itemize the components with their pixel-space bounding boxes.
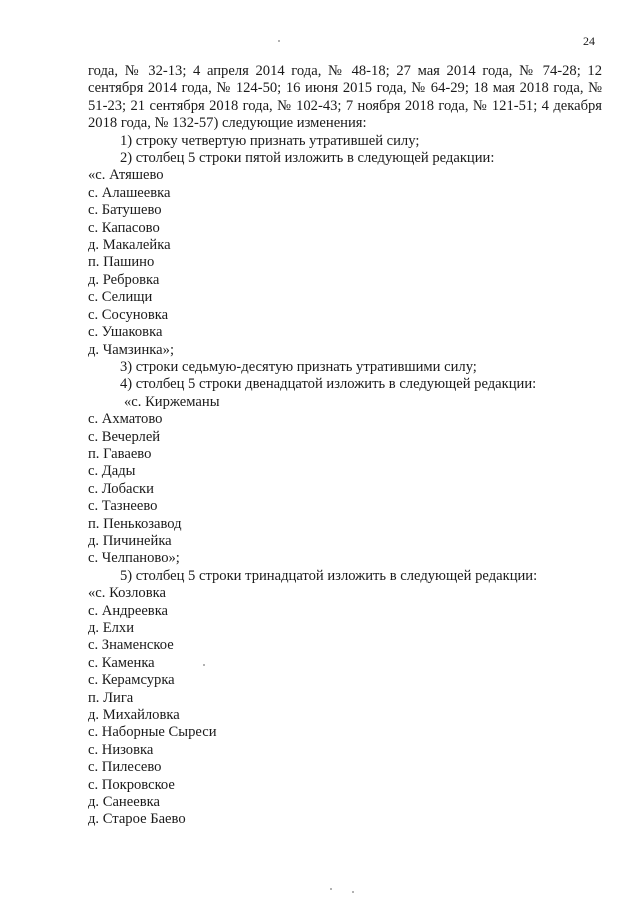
settlement-entry: д. Михайловка [88, 707, 180, 724]
settlement-entry: д. Санеевка [88, 794, 160, 811]
intro-paragraph: года, № 32-13; 4 апреля 2014 года, № 48-18; 27 мая 2014 года, № 74-28; 12 сентября 2014 года, № 124-50; 16 июня 2015 года, № 64-29; 18 мая 2018 года, № 51-23; 21 сентября 2018 года, № 102-43; 7 ноября 2018 года, № 121-51; 4 декабря 2018 года, № 132-57) следующие изменения: [88, 63, 602, 132]
settlement-entry: с. Керамсурка [88, 672, 175, 689]
settlement-entry: с. Дады [88, 463, 136, 480]
settlement-entry: «с. Киржеманы [124, 393, 220, 410]
settlement-entry: с. Сосуновка [88, 306, 169, 323]
amendment-item: 2) столбец 5 строки пятой изложить в следующей редакции: [120, 150, 495, 167]
settlement-entry: д. Пичинейка [88, 532, 172, 549]
settlement-entry: с. Андреевка [88, 602, 169, 619]
settlement-entry: с. Пилесево [88, 759, 162, 776]
settlement-entry: с. Знаменское [88, 637, 174, 654]
settlement-entry: д. Чамзинка»; [88, 341, 175, 358]
settlement-entry: п. Гаваево [88, 445, 152, 462]
amendment-list [88, 133, 602, 829]
scan-speck [352, 891, 354, 893]
settlement-entry: с. Лобаски [88, 480, 154, 497]
settlement-entry: с. Ахматово [88, 411, 163, 428]
amendment-item: 1) строку четвертую признать утратившей силу; [120, 132, 420, 149]
settlement-entry: «с. Козловка [88, 585, 166, 602]
settlement-entry: п. Лига [88, 689, 134, 706]
settlement-entry: с. Ушаковка [88, 324, 163, 341]
settlement-entry: д. Елхи [88, 620, 135, 636]
settlement-entry: с. Каменка [88, 654, 155, 671]
settlement-entry: с. Челпаново»; [88, 550, 180, 567]
settlement-entry: п. Пашино [88, 254, 155, 271]
settlement-entry: «с. Атяшево [88, 167, 164, 184]
amendment-item: 3) строки седьмую-десятую признать утратившими силу; [120, 358, 477, 375]
settlement-entry: д. Ребровка [88, 271, 160, 288]
settlement-entry: с. Капасово [88, 219, 160, 236]
settlement-entry: д. Макалейка [88, 237, 171, 254]
settlement-entry: с. Селищи [88, 289, 153, 306]
scan-speck [203, 664, 205, 666]
amendment-item: 4) столбец 5 строки двенадцатой изложить в следующей редакции: [120, 376, 537, 393]
document-body [88, 63, 602, 829]
settlement-entry: с. Тазнеево [88, 498, 158, 515]
page-number: 24 [583, 34, 595, 48]
scan-speck [330, 888, 332, 890]
settlement-entry: с. Вечерлей [88, 428, 161, 445]
scan-speck [278, 40, 280, 42]
settlement-entry: с. Наборные Сыреси [88, 724, 217, 741]
settlement-entry: с. Покровское [88, 776, 175, 793]
settlement-entry: д. Старое Баево [88, 811, 186, 828]
amendment-item: 5) столбец 5 строки тринадцатой изложить в следующей редакции: [120, 567, 538, 584]
settlement-entry: п. Пенькозавод [88, 515, 182, 532]
settlement-entry: с. Алашеевка [88, 184, 171, 201]
settlement-entry: с. Низовка [88, 741, 154, 758]
settlement-entry: с. Батушево [88, 202, 162, 219]
